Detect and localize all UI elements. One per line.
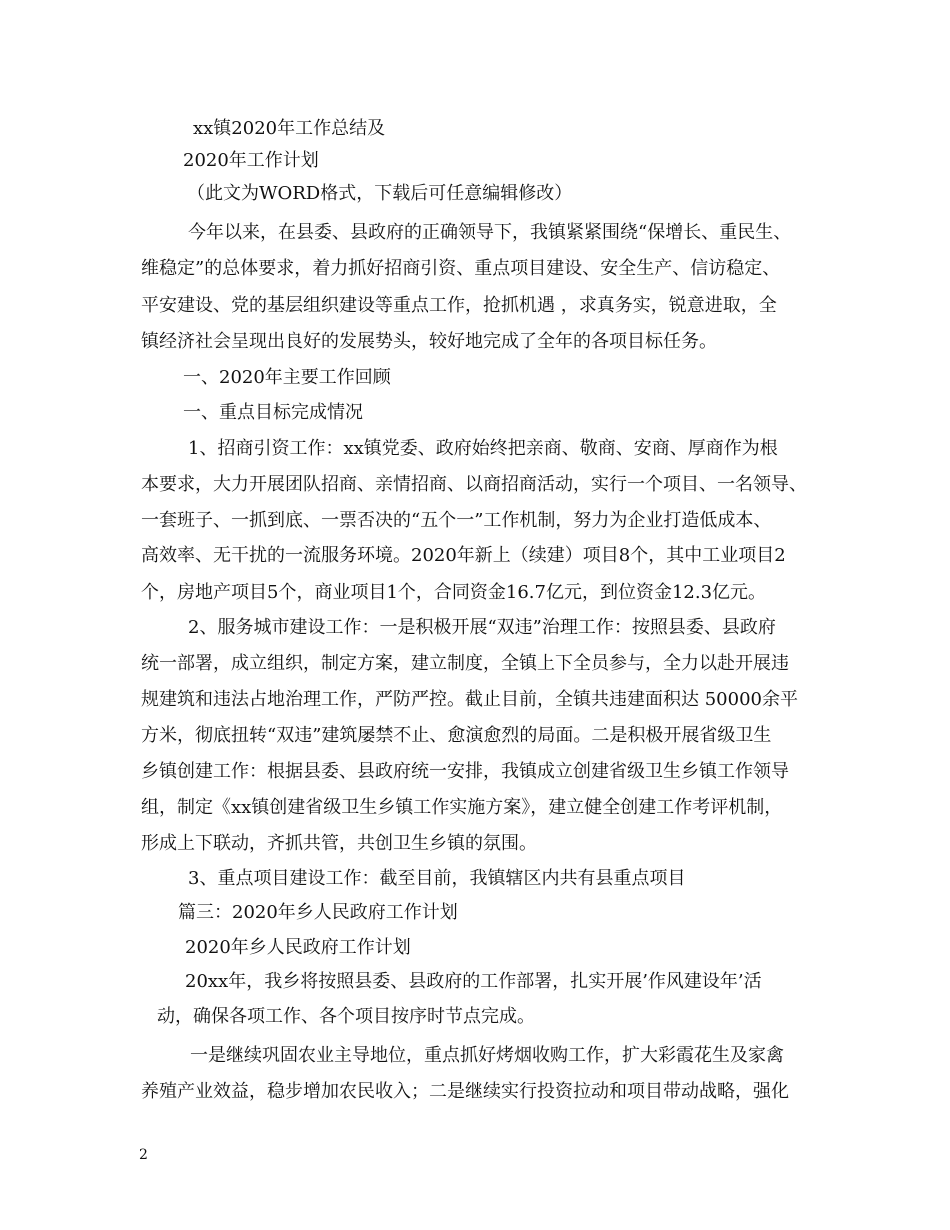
page-number: 2 — [139, 1147, 148, 1163]
item-2-line-1: 2、服务城市建设工作：一是积极开展“双违”治理工作：按照县委、县政府 — [188, 617, 776, 638]
format-note: （此文为WORD格式，下载后可任意编辑修改） — [187, 183, 573, 204]
item-2-line-2: 统一部署，成立组织，制定方案，建立制度，全镇上下全员参与，全力以赴开展违 — [141, 653, 789, 674]
section-1-title: 一、2020年主要工作回顾 — [183, 367, 391, 388]
item-1-line-2: 本要求，大力开展团队招商、亲情招商、以商招商活动，实行一个项目、一名领导、 — [141, 474, 807, 495]
item-2-line-3: 规建筑和违法占地治理工作，严防严控。截止目前，全镇共违建面积达 50000余平 — [141, 689, 798, 710]
intro-line-3: 平安建设、党的基层组织建设等重点工作，抢抓机遇 ，求真务实，锐意进取，全 — [141, 295, 777, 316]
item-1-line-3: 一套班子、一抓到底、一票否决的“五个一”工作机制，努力为企业打造低成本、 — [141, 510, 772, 531]
intro-line-1: 今年以来，在县委、县政府的正确领导下，我镇紧紧围绕“保增长、重民生、 — [188, 222, 792, 243]
item-1-line-1: 1、招商引资工作：xx镇党委、政府始终把亲商、敬商、安商、厚商作为根 — [188, 438, 778, 459]
intro-line-4: 镇经济社会呈现出良好的发展势头，较好地完成了全年的各项目标任务。 — [141, 331, 717, 352]
heading-line-2: 2020年工作计划 — [183, 150, 319, 171]
part-3-title: 篇三：2020年乡人民政府工作计划 — [178, 902, 458, 923]
item-1-line-4: 高效率、无干扰的一流服务环境。2020年新上（续建）项目8个，其中工业项目2 — [141, 545, 786, 566]
part-3-para-1-line-1: 20xx年，我乡将按照县委、县政府的工作部署，扎实开展’作风建设年’活 — [185, 971, 762, 992]
item-2-line-4: 方米，彻底扭转“双违”建筑屡禁不止、愈演愈烈的局面。二是积极开展省级卫生 — [141, 725, 772, 746]
part-3-para-2-line-1: 一是继续巩固农业主导地位，重点抓好烤烟收购工作，扩大彩霞花生及家禽 — [190, 1045, 784, 1066]
part-3-para-2-line-2: 养殖产业效益，稳步增加农民收入；二是继续实行投资拉动和项目带动战略，强化 — [141, 1081, 789, 1102]
part-3-para-1-line-2: 动，确保各项工作、各个项目按序时节点完成。 — [157, 1006, 535, 1027]
item-2-line-5: 乡镇创建工作：根据县委、县政府统一安排，我镇成立创建省级卫生乡镇工作领导 — [141, 761, 789, 782]
intro-line-2: 维稳定”的总体要求，着力抓好招商引资、重点项目建设、安全生产、信访稳定、 — [141, 258, 781, 279]
subsection-1-title: 一、重点目标完成情况 — [183, 402, 363, 423]
heading-line-1: xx镇2020年工作总结及 — [193, 118, 386, 139]
item-2-line-6: 组，制定《xx镇创建省级卫生乡镇工作实施方案》，建立健全创建工作考评机制， — [141, 797, 783, 818]
part-3-subtitle: 2020年乡人民政府工作计划 — [185, 937, 411, 958]
item-3-line: 3、重点项目建设工作：截至目前，我镇辖区内共有县重点项目 — [188, 868, 686, 889]
item-2-line-7: 形成上下联动，齐抓共管，共创卫生乡镇的氛围。 — [141, 833, 537, 854]
item-1-line-5: 个，房地产项目5个，商业项目1个，合同资金16.7亿元，到位资金12.3亿元。 — [141, 582, 767, 603]
